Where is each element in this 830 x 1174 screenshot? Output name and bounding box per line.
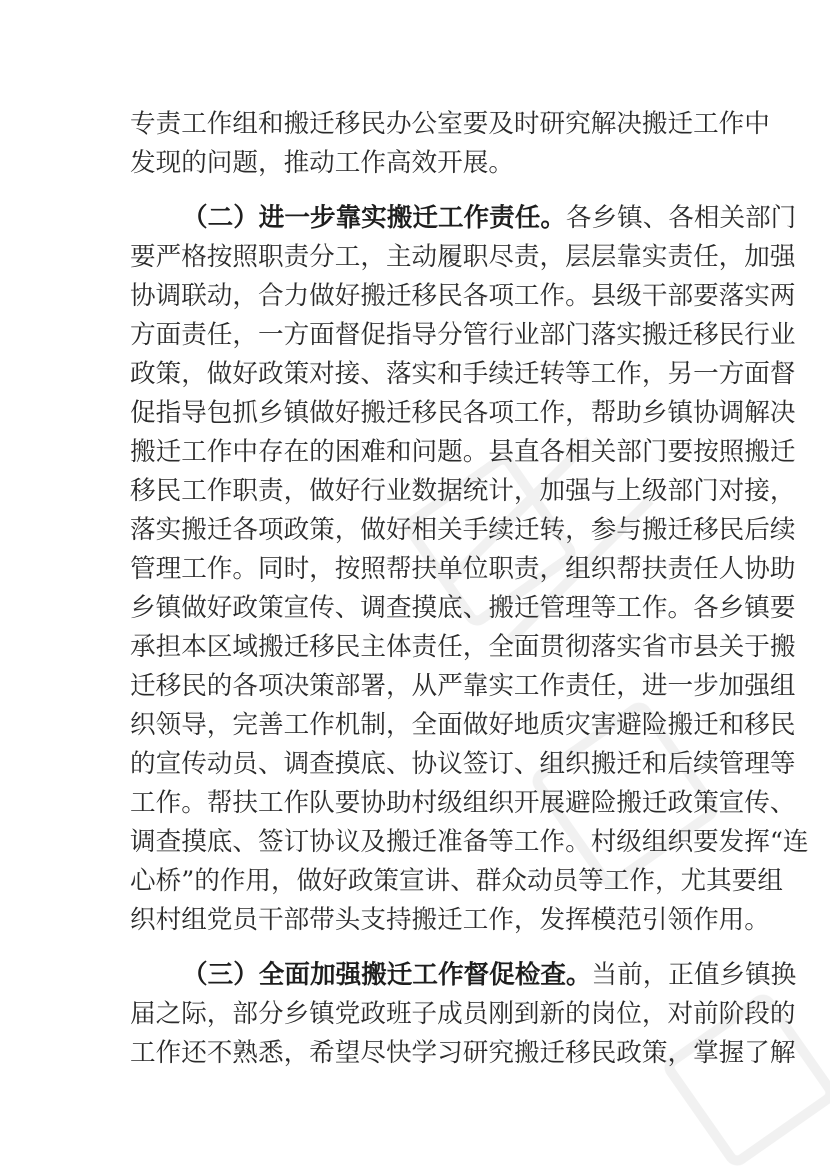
paragraph-2-line-18: 心桥”的作用，做好政策宣讲、群众动员等工作，尤其要组 xyxy=(130,866,783,896)
paragraph-2-line-11: 乡镇做好政策宣传、调查摸底、搬迁管理等工作。各乡镇要 xyxy=(130,593,796,623)
paragraph-2-line-19: 织村组党员干部带头支持搬迁工作，发挥模范引领作用。 xyxy=(130,905,770,935)
paragraph-3-line-1-text: 当前，正值乡镇换 xyxy=(591,960,797,990)
paragraph-2-line-13: 迁移民的各项决策部署，从严靠实工作责任，进一步加强组 xyxy=(130,671,796,701)
paragraph-3-line-3: 工作还不熟悉，希望尽快学习研究搬迁移民政策，掌握了解 xyxy=(130,1038,796,1068)
paragraph-2-line-17: 调查摸底、签订协议及搬迁准备等工作。村级组织要发挥“连 xyxy=(130,827,809,857)
paragraph-2-line-3: 协调联动，合力做好搬迁移民各项工作。县级干部要落实两 xyxy=(130,281,796,311)
paragraph-2-line-12: 承担本区域搬迁移民主体责任，全面贯彻落实省市县关于搬 xyxy=(130,632,796,662)
paragraph-2-line-2: 要严格按照职责分工，主动履职尽责，层层靠实责任，加强 xyxy=(130,242,796,272)
section-heading-2: （二）进一步靠实搬迁工作责任。 xyxy=(182,203,566,233)
paragraph-2-line-4: 方面责任，一方面督促指导分管行业部门落实搬迁移民行业 xyxy=(130,320,796,350)
paragraph-2-line-15: 的宣传动员、调查摸底、协议签订、组织搬迁和后续管理等 xyxy=(130,749,796,779)
paragraph-2-line-1 xyxy=(182,198,797,238)
paragraph-2-line-6: 促指导包抓乡镇做好搬迁移民各项工作，帮助乡镇协调解决 xyxy=(130,398,796,428)
paragraph-2-line-8: 移民工作职责，做好行业数据统计，加强与上级部门对接， xyxy=(130,476,796,506)
paragraph-2-line-10: 管理工作。同时，按照帮扶单位职责，组织帮扶责任人协助 xyxy=(130,554,796,584)
paragraph-2-line-14: 织领导，完善工作机制，全面做好地质灾害避险搬迁和移民 xyxy=(130,710,796,740)
paragraph-1-line-1: 专责工作组和搬迁移民办公室要及时研究解决搬迁工作中 xyxy=(130,109,770,139)
paragraph-3-line-2: 届之际，部分乡镇党政班子成员刚到新的岗位，对前阶段的 xyxy=(130,999,796,1029)
paragraph-1-line-2: 发现的问题，推动工作高效开展。 xyxy=(130,148,514,178)
paragraph-2-line-9: 落实搬迁各项政策，做好相关手续迁转，参与搬迁移民后续 xyxy=(130,515,796,545)
paragraph-2-line-7: 搬迁工作中存在的困难和问题。县直各相关部门要按照搬迁 xyxy=(130,437,796,467)
paragraph-2-line-1-text: 各乡镇、各相关部门 xyxy=(565,203,797,233)
section-heading-3: （三）全面加强搬迁工作督促检查。 xyxy=(182,960,592,990)
paragraph-2-line-16: 工作。帮扶工作队要协助村级组织开展避险搬迁政策宣传、 xyxy=(130,788,796,818)
paragraph-3-line-1 xyxy=(182,955,797,995)
paragraph-2-line-5: 政策，做好政策对接、落实和手续迁转等工作，另一方面督 xyxy=(130,359,796,389)
